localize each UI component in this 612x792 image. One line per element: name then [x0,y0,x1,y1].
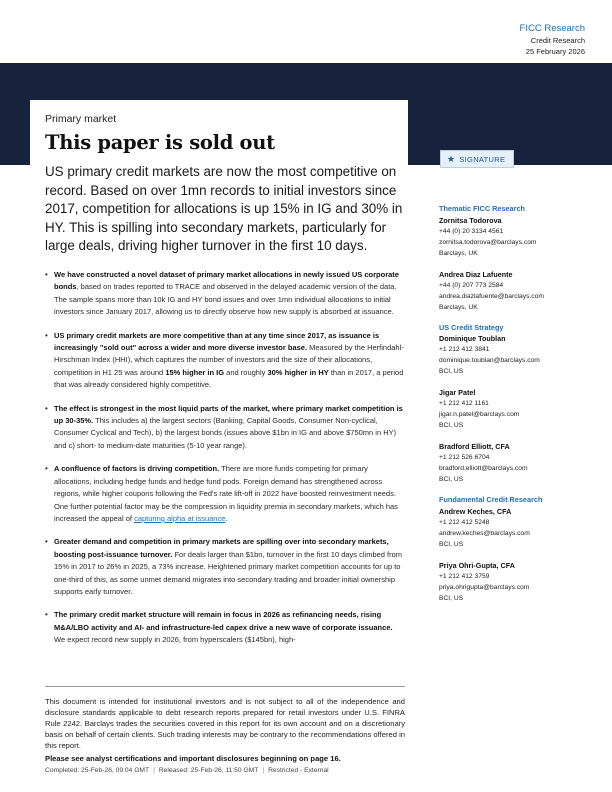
analyst-name: Andrea Diaz Lafuente [439,269,513,279]
analyst-entity: BCI, US [439,540,464,548]
contact-group [439,323,599,486]
classification-label: Restricted - External [268,767,329,774]
signature-label: SIGNATURE [459,155,506,164]
certifications-note: Please see analyst certifications and important disclosures beginning on page 16. [45,754,341,763]
analyst-phone: +1 212 412 3759 [439,572,490,580]
bullet-body: . [225,513,228,523]
bullet-body: We expect record new supply in 2026, from hyperscalers ($145bn), high- [54,635,296,645]
analyst-name: Zornitsa Todorova [439,215,502,225]
bullet-body: and roughly [224,367,268,377]
bullet-lead: Greater demand and competition in primary markets are spilling over into secondary markets, boosting post-issuance turnover. [54,537,389,559]
footer-meta [45,767,329,774]
department-label: Credit Research [530,36,585,45]
lede-paragraph: US primary credit markets are now the most competitive on record. Based on over 1mn records to initial investors since 2017, competition for allocations is up 15% in IG and 30% in HY. This is spilling into secondary markets, particularly for large deals, driving higher turnover in the first 10 days. [45,164,403,253]
analyst-contact [439,506,599,550]
analyst-contacts [439,204,599,614]
analyst-entity: BCI, US [439,368,464,375]
footer-separator: | [153,767,155,774]
analyst-email[interactable]: bradford.elliott@barclays.com [439,465,528,472]
analyst-name: Priya Ohri-Gupta, CFA [439,560,515,570]
analyst-entity: BCI, US [439,476,464,483]
key-points-list [45,269,405,647]
bullet-lead: We have constructed a novel dataset of primary market allocations in newly issued US corporate bonds [54,270,399,292]
analyst-name: Dominique Toublan [439,334,506,343]
signature-badge [440,150,514,168]
analyst-email[interactable]: jigar.n.patel@barclays.com [439,411,520,418]
analyst-entity: Barclays, UK [439,303,478,311]
analyst-email[interactable]: andrea.diazlafuente@barclays.com [439,292,544,300]
capturing-alpha-link[interactable]: capturing alpha at issuance [134,513,226,523]
list-item [45,403,405,453]
list-item [45,269,405,319]
bullet-body: This includes a) the largest sectors (Banking, Capital Goods, Consumer Non-cyclical, Consumer Cyclical and Tech), b) the largest bonds (issues above $1bn in IG and above $750mn in HY) and c) short- to medium-date maturities (5-10 year range). [54,416,397,450]
bullet-body: , based on trades reported to TRACE and observed in the delayed academic version of the data. The sample spans more than 10k IG and HY bond issues and over 1mn individual allocations to initial investors since January 2017, allowing us to directly observe how new supply is absorbed at issuance. [54,282,397,317]
bullet-body: Measured by the Herfindahl-Hirschman Index (HHI), which captures the number of investors and the size of their allocations, competition in H1 25 was around [54,343,404,377]
star-icon: ★ [447,154,456,164]
analyst-name: Bradford Elliott, CFA [439,442,510,451]
bullet-lead: US primary credit markets are more competitive than at any time since 2017, as issuance is increasingly "sold out" across a wider and more diverse investor base. [54,330,380,353]
analyst-email[interactable]: dominique.toublan@barclays.com [439,357,540,364]
analyst-phone: +1 212 412 1161 [439,400,489,407]
division-label: FICC Research [519,23,585,34]
contact-section-title: US Credit Strategy [439,322,504,332]
analyst-contact [439,441,599,485]
bullet-lead: The primary credit market structure will remain in focus in 2026 as refinancing needs, rising M&A/LBO activity and AI- and infrastructure-led capex drive a new wave of corporate issuance. [54,610,393,632]
analyst-phone: +44 (0) 20 3134 4561 [439,227,504,235]
list-item [45,463,405,525]
bullet-highlight: 15% higher in IG [165,367,225,377]
analyst-phone: +1 212 526 6704 [439,454,490,461]
analyst-contact [439,560,599,604]
header-meta [520,23,585,57]
contact-group [439,495,599,604]
analyst-entity: BCI, US [439,594,464,602]
analyst-phone: +1 212 412 5248 [439,518,490,526]
bullet-lead: The effect is strongest in the most liquid parts of the market, where primary market competition is up 30-35%. [54,403,403,426]
contact-group [439,204,599,313]
list-item [45,609,405,646]
disclaimer-text: This document is intended for institutional investors and is not subject to all of the independence and disclosure standards applicable to debt research reports prepared for retail investors under U.S. FINRA Rule 2242. Barclays trades the securities covered in this report for its own account and on a discretionary basis on behalf of certain clients. Such trading interests may be contrary to the recommendations offered in this report. [45,697,405,750]
contact-section-title: Fundamental Credit Research [439,495,543,504]
analyst-contact [439,269,599,313]
kicker: Primary market [45,113,117,125]
analyst-entity: Barclays, UK [439,249,478,257]
page-title: This paper is sold out [45,131,275,154]
analyst-contact [439,333,599,377]
bullet-body: For deals larger than $1bn, turnover in the first 10 days climbed from 15% in 2017 to 26% in 2025, a 73% increase. Heightened primary market competition accounts for up to one-third of this, as some unmet demand migrates into secondary trading and broader initial ownership supports early turnover. [54,549,403,596]
analyst-email[interactable]: andrew.keches@barclays.com [439,529,530,537]
analyst-entity: BCI, US [439,422,464,429]
analyst-phone: +44 (0) 207 773 2584 [439,281,504,289]
bullet-body: than in 2017, a period that was already considered highly competitive. [54,367,404,390]
footer-separator: | [262,767,265,774]
analyst-name: Andrew Keches, CFA [439,506,512,516]
analyst-phone: +1 212 412 3841 [439,346,490,353]
disclaimer-divider [45,686,405,687]
bullet-body: There are more funds competing for primary allocations, including hedge funds and hedge fund pods. Foreign demand has strengthened across regions, while higher coupons following the Fed's rate lift-off in 2022 have boosted reinvestment needs. One further potential factor may be the compression in liquidity premia in secondary markets, which has increased the appeal of [54,464,398,523]
bullet-lead: A confluence of factors is driving competition. [54,464,220,474]
list-item [45,330,405,392]
analyst-email[interactable]: zornitsa.todorova@barclays.com [439,238,537,246]
publication-date: 25 February 2026 [525,47,585,56]
completed-timestamp: Completed: 25-Feb-26, 09:04 GMT [45,767,150,774]
list-item [45,536,405,598]
analyst-name: Jigar Patel [439,388,476,397]
analyst-email[interactable]: priya.ohrigupta@barclays.com [439,583,530,591]
bullet-highlight: 30% higher in HY [267,367,329,377]
analyst-contact [439,215,599,259]
analyst-contact [439,387,599,431]
released-timestamp: Released: 25-Feb-26, 11:50 GMT [158,767,259,774]
contact-section-title: Thematic FICC Research [439,204,525,213]
